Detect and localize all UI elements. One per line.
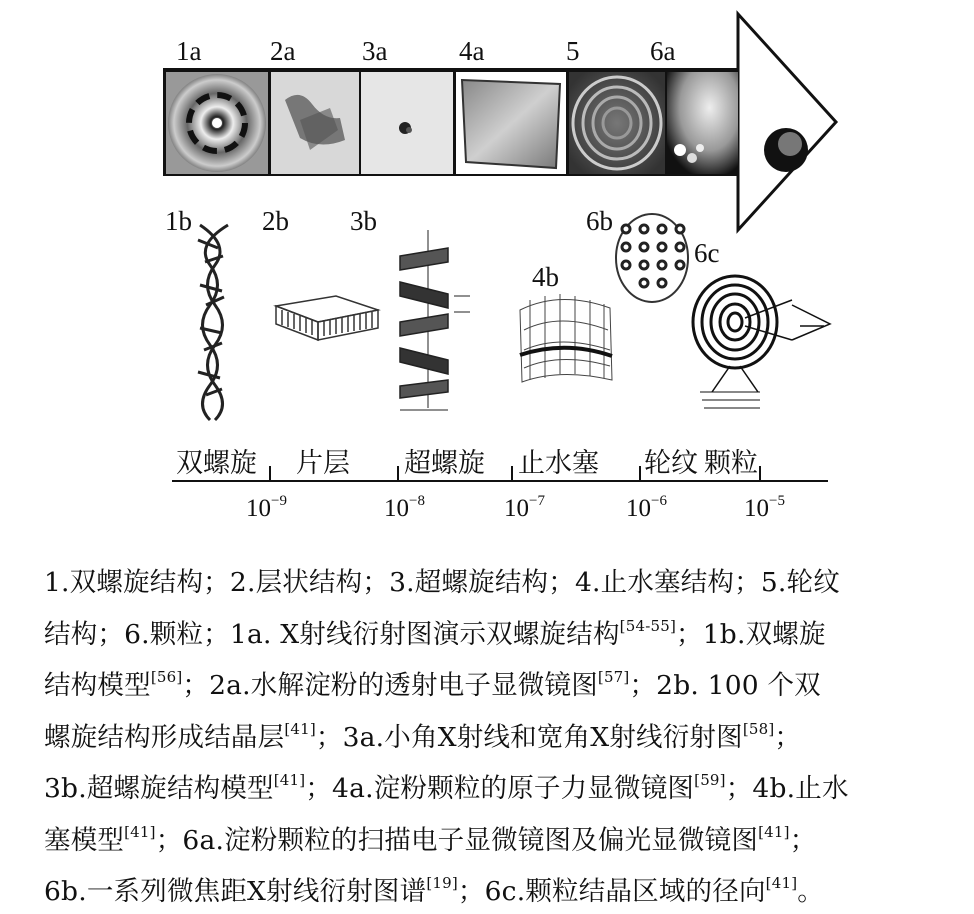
label-2b: 2b (262, 206, 289, 236)
panel-3a-saxs-image (361, 72, 453, 174)
scale-tick-label: $10^{-7}$ (504, 493, 545, 522)
caption-line (44, 708, 944, 760)
label-6a: 6a (650, 36, 676, 66)
caption-text: 塞模型 (44, 824, 125, 856)
caption-reference: [57] (597, 668, 630, 686)
caption-text: 6b.一系列微焦距X射线衍射图谱 (44, 876, 427, 907)
panel-3b-superhelix-model (400, 230, 470, 410)
caption-reference: [41] (273, 771, 306, 789)
scale-category-growth-ring: 轮纹 (644, 448, 698, 479)
panel-4b-blocklet-model (520, 294, 612, 382)
figure-caption (44, 561, 944, 914)
caption-line (44, 561, 944, 605)
label-2a: 2a (270, 36, 296, 66)
caption-line (44, 862, 944, 914)
caption-reference: [58] (742, 719, 775, 738)
caption-text: ；4b.止水 (725, 773, 849, 804)
scale-category-lamella: 片层 (296, 448, 350, 479)
caption-text: ；2a.水解淀粉的透射电子显微镜图 (182, 670, 598, 701)
caption-reference: [56] (150, 668, 183, 686)
caption-text: ； (774, 721, 802, 753)
scale-tick-label: $10^{-9}$ (246, 493, 287, 522)
caption-text: ；1b.双螺旋 (676, 618, 826, 650)
panel-6a-sem-image (667, 72, 738, 174)
caption-reference: [41] (758, 822, 790, 841)
caption-text: ；3a.小角X射线和宽角X射线衍射图 (315, 721, 743, 753)
label-1b: 1b (165, 206, 192, 236)
caption-text: ；6a.淀粉颗粒的扫描电子显微镜图及偏光显微镜图 (155, 824, 759, 856)
scale-tick-label: $10^{-8}$ (384, 493, 425, 522)
label-6b: 6b (586, 206, 613, 236)
label-4b: 4b (532, 262, 559, 292)
caption-text: 结构；6.颗粒；1a. X射线衍射图演示双螺旋结构 (44, 618, 620, 650)
label-4a: 4a (459, 36, 485, 66)
panel-1b-double-helix-model (198, 225, 228, 420)
caption-text: 3b.超螺旋结构模型 (44, 773, 274, 804)
scale-category-granule: 颗粒 (704, 448, 758, 479)
caption-reference: [41] (124, 822, 156, 841)
panel-2b-lamella-model (276, 296, 378, 340)
caption-line (44, 811, 944, 863)
caption-text: ；4a.淀粉颗粒的原子力显微镜图 (305, 773, 695, 804)
caption-reference: [54-55] (619, 616, 677, 635)
label-1a: 1a (176, 36, 202, 66)
scale-category-superhelix: 超螺旋 (404, 448, 485, 479)
panel-1a-xrd-image (166, 72, 268, 174)
label-3a: 3a (362, 36, 388, 66)
caption-reference: [59] (694, 771, 726, 789)
caption-text: ；2b. 100 个双 (629, 670, 821, 701)
caption-reference: [19] (426, 874, 458, 892)
caption-line (44, 656, 944, 708)
scale-category-double-helix: 双螺旋 (176, 448, 257, 479)
caption-line (44, 759, 944, 811)
scale-tick-label: $10^{-6}$ (626, 493, 667, 522)
label-3b: 3b (350, 206, 377, 236)
caption-text: 1.双螺旋结构；2.层状结构；3.超螺旋结构；4.止水塞结构；5.轮纹 (44, 567, 840, 598)
panel-6c-granule-model (693, 276, 830, 408)
label-6c: 6c (694, 238, 720, 268)
caption-text: 结构模型 (44, 670, 151, 701)
panel-4a-afm-image (456, 72, 566, 174)
caption-text: 螺旋结构形成结晶层 (44, 721, 285, 753)
caption-reference: [41] (765, 874, 798, 892)
panel-5-growth-rings-image (569, 72, 665, 174)
panel-6b-microfocus-xrd-grid (616, 214, 688, 302)
scale-category-blocklet: 止水塞 (518, 448, 599, 479)
caption-line (44, 605, 944, 657)
scale-tick-label: $10^{-5}$ (744, 493, 785, 522)
label-5: 5 (566, 36, 580, 66)
caption-reference: [41] (284, 719, 316, 738)
panel-2a-tem-image (271, 72, 359, 174)
caption-text: ；6c.颗粒结晶区域的径向 (457, 876, 766, 907)
caption-text: ； (789, 824, 817, 856)
caption-text: 。 (797, 876, 824, 907)
